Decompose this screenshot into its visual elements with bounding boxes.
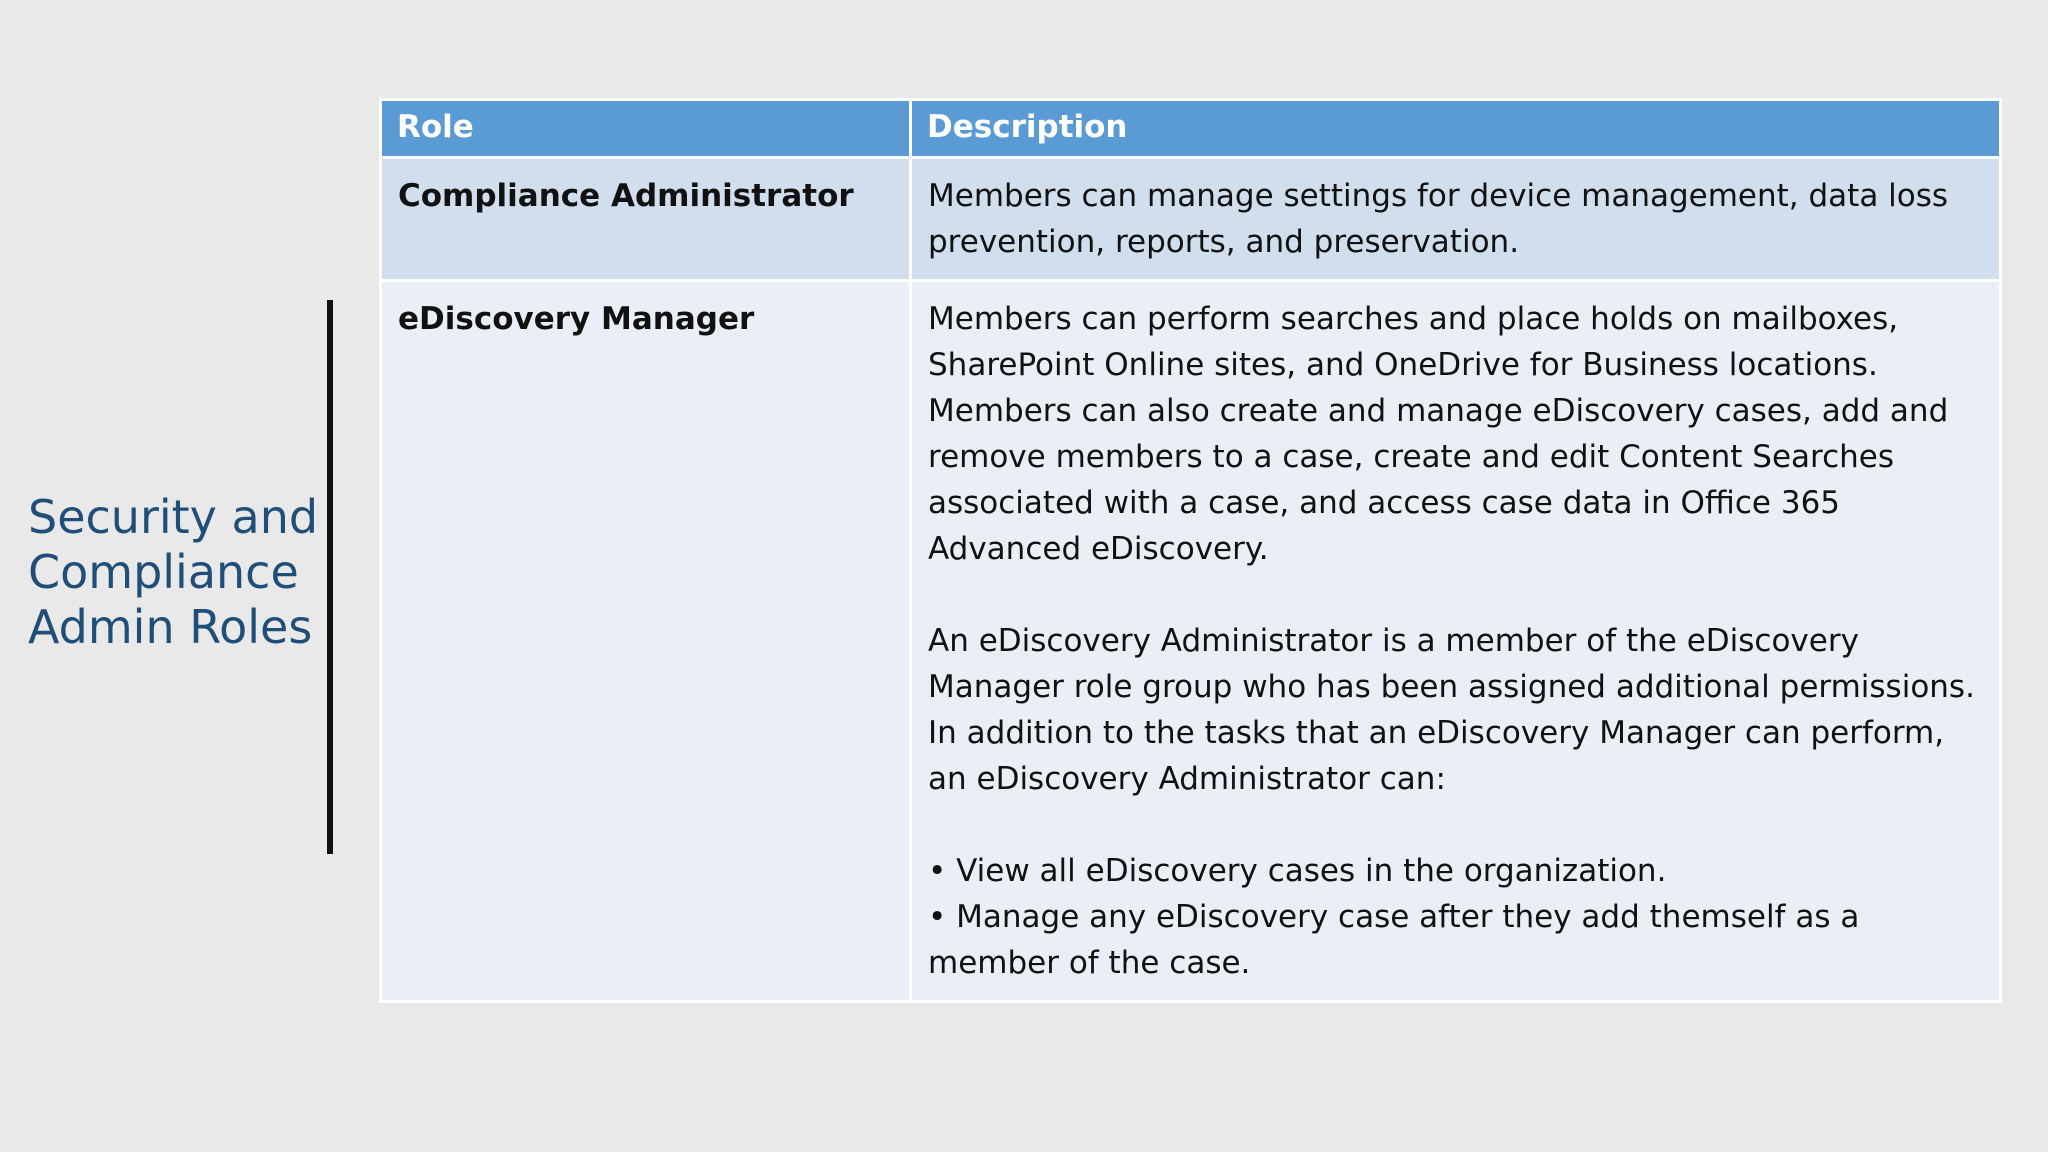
- header-description: Description: [911, 100, 2001, 158]
- role-cell: Compliance Administrator: [381, 158, 911, 281]
- roles-table: [379, 98, 2002, 1003]
- table-row: [381, 281, 2001, 1002]
- bullet-item: • Manage any eDiscovery case after they add themself as a member of the case.: [928, 899, 1860, 981]
- slide-title-line: Admin Roles: [28, 600, 313, 654]
- title-divider: [327, 300, 333, 854]
- bullet-item: • View all eDiscovery cases in the organization.: [928, 853, 1667, 889]
- description-paragraph: Members can manage settings for device management, data loss prevention, reports, and preservation.: [928, 178, 1949, 260]
- slide-title-line: Security and: [28, 490, 319, 544]
- paragraph-spacer: [928, 802, 1984, 848]
- role-cell: eDiscovery Manager: [381, 281, 911, 1002]
- description-cell: [911, 158, 2001, 281]
- table-row: [381, 158, 2001, 281]
- description-paragraph: Members can perform searches and place holds on mailboxes, SharePoint Online sites, and OneDrive for Business locations. Members can also create and manage eDiscovery cases, add and remove members to a case, create and edit Content Searches associated with a case, and access case data in Office 365 Advanced eDiscovery.: [928, 301, 1949, 567]
- table-header-row: [381, 100, 2001, 158]
- header-role: Role: [381, 100, 911, 158]
- description-cell: [911, 281, 2001, 1002]
- paragraph-spacer: [928, 572, 1984, 618]
- slide-title-line: Compliance: [28, 545, 299, 599]
- slide-title: [28, 490, 328, 655]
- description-paragraph: An eDiscovery Administrator is a member of the eDiscovery Manager role group who has been assigned additional permissions. In addition to the tasks that an eDiscovery Manager can perform, an eDiscovery Administrator can:: [928, 623, 1975, 797]
